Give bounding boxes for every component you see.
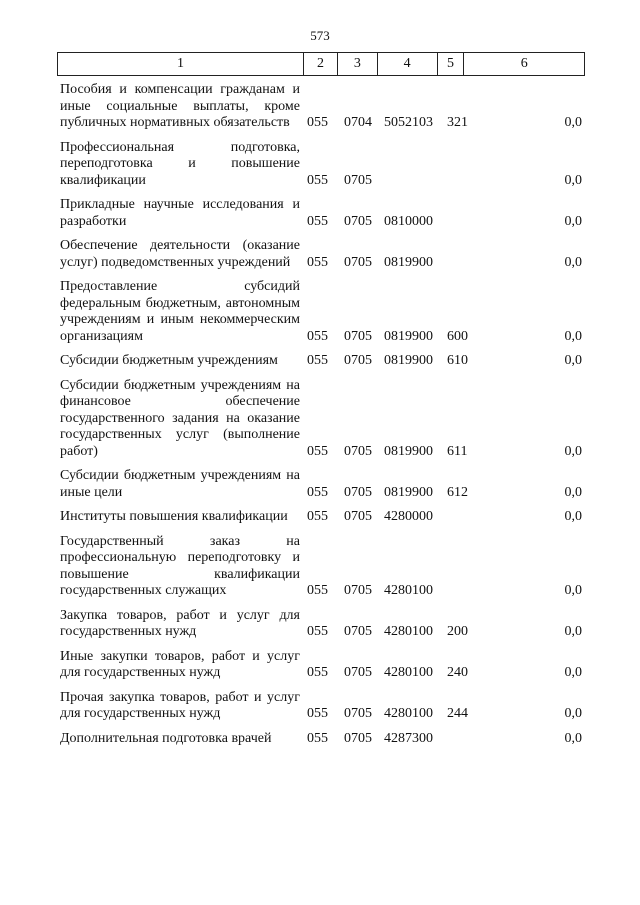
row-label: Государственный заказ на профессиональную переподготовку и повышение квалификации государственных служащих <box>60 533 300 598</box>
row-values <box>60 731 585 748</box>
row-values <box>60 444 585 461</box>
row-sum: 0,0 <box>564 509 582 524</box>
row-sum: 0,0 <box>564 172 582 188</box>
header-col-1: 1 <box>58 53 304 75</box>
row-label: Субсидии бюджетным учреждениям <box>60 353 278 368</box>
row-vr: 200 <box>447 624 468 639</box>
row-label: Прочая закупка товаров, работ и услуг для государственных нужд <box>60 689 300 721</box>
table-row <box>60 509 585 526</box>
row-values <box>60 353 585 370</box>
row-csr: 4287300 <box>384 730 433 746</box>
table-row <box>60 608 585 641</box>
row-values <box>60 485 585 502</box>
row-sum: 0,0 <box>564 213 582 229</box>
row-razdel: 0705 <box>344 665 372 680</box>
row-vr: 244 <box>447 706 468 721</box>
row-razdel: 0705 <box>344 706 372 721</box>
row-vedom: 055 <box>307 706 328 721</box>
row-values <box>60 173 585 190</box>
row-vr: 611 <box>447 443 468 459</box>
row-label: Институты повышения квалификации <box>60 509 288 524</box>
header-col-4: 4 <box>378 53 438 75</box>
header-col-5: 5 <box>438 53 465 75</box>
table-row <box>60 353 585 370</box>
row-values <box>60 624 585 641</box>
row-razdel: 0705 <box>344 624 372 639</box>
row-sum: 0,0 <box>564 706 582 721</box>
row-csr: 4280100 <box>384 624 433 639</box>
table-row <box>60 140 585 190</box>
row-razdel: 0705 <box>344 254 372 270</box>
row-label: Профессиональная подготовка, переподготовка и повышение квалификации <box>60 139 300 188</box>
page-number: 573 <box>310 28 330 43</box>
row-vedom: 055 <box>307 624 328 639</box>
row-csr: 4280000 <box>384 509 433 524</box>
table-row <box>60 468 585 501</box>
row-razdel: 0705 <box>344 172 372 188</box>
row-csr: 0819900 <box>384 254 433 270</box>
row-csr: 4280100 <box>384 706 433 721</box>
row-label: Дополнительная подготовка врачей <box>60 730 272 746</box>
row-razdel: 0705 <box>344 484 372 500</box>
row-values <box>60 583 585 600</box>
row-razdel: 0705 <box>344 443 372 459</box>
row-values <box>60 255 585 272</box>
row-razdel: 0705 <box>344 328 372 344</box>
row-values <box>60 665 585 682</box>
row-vedom: 055 <box>307 484 328 500</box>
table-row <box>60 279 585 345</box>
row-label: Иные закупки товаров, работ и услуг для государственных нужд <box>60 648 300 680</box>
row-vedom: 055 <box>307 583 328 598</box>
row-label: Обеспечение деятельности (оказание услуг) подведомственных учреждений <box>60 238 300 270</box>
row-vedom: 055 <box>307 254 328 270</box>
header-col-2: 2 <box>304 53 338 75</box>
row-sum: 0,0 <box>564 583 582 598</box>
row-values <box>60 329 585 346</box>
row-csr: 0810000 <box>384 213 433 229</box>
row-label: Субсидии бюджетным учреждениям на иные цели <box>60 468 300 500</box>
row-values <box>60 214 585 231</box>
row-sum: 0,0 <box>564 665 582 680</box>
row-vr: 610 <box>447 353 468 368</box>
row-sum: 0,0 <box>564 353 582 368</box>
row-vedom: 055 <box>307 115 328 130</box>
row-vedom: 055 <box>307 443 328 459</box>
row-vedom: 055 <box>307 328 328 344</box>
table-row <box>60 649 585 682</box>
row-razdel: 0705 <box>344 730 372 746</box>
row-csr: 0819900 <box>384 328 433 344</box>
row-values <box>60 706 585 723</box>
row-label: Прикладные научные исследования и разработки <box>60 197 300 229</box>
row-vr: 600 <box>447 328 468 344</box>
row-vedom: 055 <box>307 730 328 746</box>
row-vr: 321 <box>447 115 468 130</box>
row-razdel: 0705 <box>344 213 372 229</box>
table-row <box>60 82 585 132</box>
row-razdel: 0705 <box>344 509 372 524</box>
table-row <box>60 197 585 230</box>
row-razdel: 0705 <box>344 353 372 368</box>
row-sum: 0,0 <box>564 443 582 459</box>
row-values <box>60 115 585 132</box>
row-csr: 5052103 <box>384 115 433 130</box>
row-vedom: 055 <box>307 353 328 368</box>
row-vr: 612 <box>447 484 468 500</box>
table-row <box>60 534 585 600</box>
header-col-6: 6 <box>520 56 528 71</box>
row-label: Субсидии бюджетным учреждениям на финансовое обеспечение государственного задания на оказание государственных услуг (выполнение работ) <box>60 377 300 459</box>
row-label: Пособия и компенсации гражданам и иные социальные выплаты, кроме публичных нормативных обязательств <box>60 82 300 130</box>
row-sum: 0,0 <box>564 328 582 344</box>
row-sum: 0,0 <box>564 254 582 270</box>
table-row <box>60 690 585 723</box>
table-header <box>57 52 585 76</box>
row-csr: 0819900 <box>384 353 433 368</box>
row-values <box>60 509 585 526</box>
row-csr: 0819900 <box>384 484 433 500</box>
row-sum: 0,0 <box>564 624 582 639</box>
row-vedom: 055 <box>307 172 328 188</box>
row-csr: 4280100 <box>384 665 433 680</box>
row-vedom: 055 <box>307 665 328 680</box>
row-sum: 0,0 <box>564 730 582 746</box>
row-csr: 0819900 <box>384 443 433 459</box>
row-vr: 240 <box>447 665 468 680</box>
header-col-3: 3 <box>338 53 378 75</box>
table-row <box>60 378 585 461</box>
row-razdel: 0704 <box>344 115 372 130</box>
row-sum: 0,0 <box>564 115 582 130</box>
table-body <box>60 82 585 755</box>
table-row <box>60 731 585 748</box>
row-vedom: 055 <box>307 213 328 229</box>
row-label: Закупка товаров, работ и услуг для государственных нужд <box>60 607 300 639</box>
row-vedom: 055 <box>307 509 328 524</box>
table-row <box>60 238 585 271</box>
row-razdel: 0705 <box>344 583 372 598</box>
row-csr: 4280100 <box>384 583 433 598</box>
row-sum: 0,0 <box>564 484 582 500</box>
row-label: Предоставление субсидий федеральным бюджетным, автономным учреждениям и иным некоммерческим организациям <box>60 279 300 344</box>
